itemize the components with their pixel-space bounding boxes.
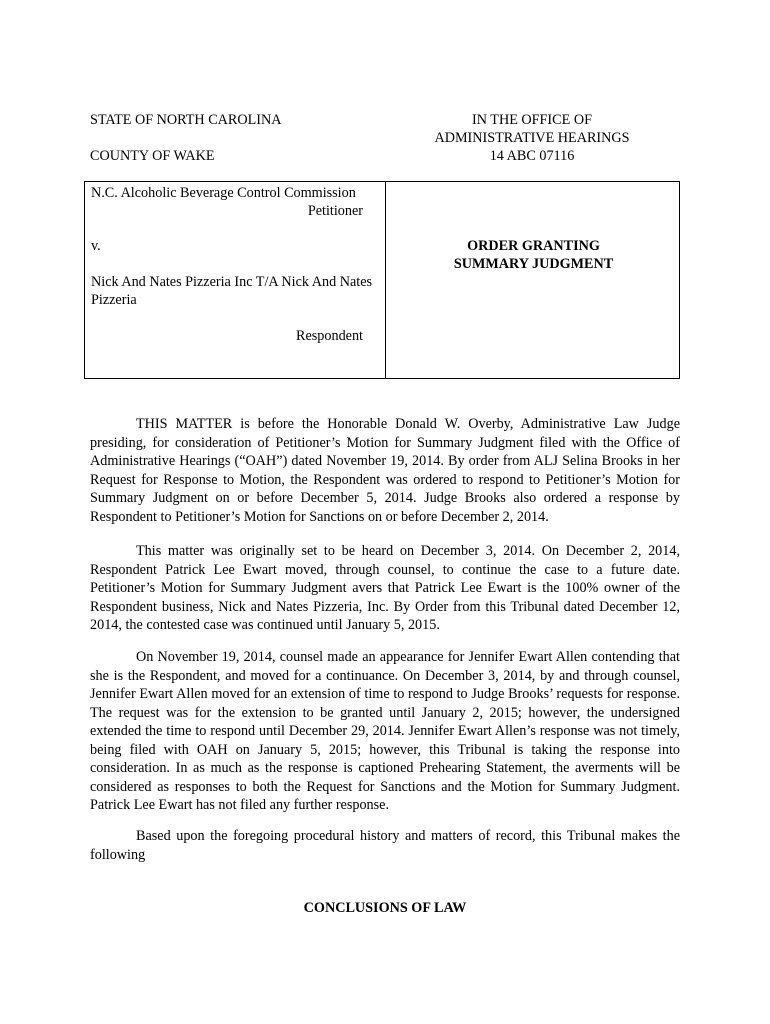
respondent-label: Respondent: [296, 328, 363, 344]
office-heading-line2: ADMINISTRATIVE HEARINGS: [434, 130, 630, 146]
respondent-name: Nick And Nates Pizzeria Inc T/A Nick And Nates Pizzeria: [91, 274, 373, 308]
state-heading: STATE OF NORTH CAROLINA: [90, 112, 282, 128]
petitioner-name: N.C. Alcoholic Beverage Control Commission: [91, 185, 356, 201]
case-number: 14 ABC 07116: [489, 148, 575, 164]
paragraph-3: On November 19, 2014, counsel made an appearance for Jennifer Ewart Allen contending that she is the Respondent, and moved for a continuance. On December 3, 2014, by and through counsel, Jennifer Ewart Allen moved for an extension of time to respond to Judge Brooks’ requests for response. The request was for the extension to be granted until January 2, 2015; however, the undersigned extended the time to respond until December 29, 2014. Jennifer Ewart Allen’s response was not timely, being filed with OAH on January 5, 2015; however, this Tribunal is taking the response into consideration. In as much as the response is captioned Prehearing Statement, the averments will be considered as responses to both the Request for Sanctions and the Motion for Summary Judgment. Patrick Lee Ewart has not filed any further response.: [90, 649, 680, 813]
caption-divider: [385, 182, 386, 378]
case-caption-box: [84, 181, 680, 379]
county-heading: COUNTY OF WAKE: [90, 148, 215, 164]
petitioner-label: Petitioner: [307, 203, 363, 219]
office-heading-line1: IN THE OFFICE OF: [472, 112, 592, 128]
paragraph-1: THIS MATTER is before the Honorable Donald W. Overby, Administrative Law Judge presiding, for consideration of Petitioner’s Motion for Summary Judgment filed with the Office of Administrative Hearings (“OAH”) dated November 19, 2014. By order from ALJ Selina Brooks in her Request for Response to Motion, the Respondent was ordered to respond to Petitioner’s Motion for Summary Judgment on or before December 5, 2014. Judge Brooks also ordered a response by Respondent to Petitioner’s Motion for Sanctions on or before December 2, 2014.: [90, 416, 680, 525]
paragraph-2: This matter was originally set to be heard on December 3, 2014. On December 2, 2014, Respondent Patrick Lee Ewart moved, through counsel, to continue the case to a future date. Petitioner’s Motion for Summary Judgment avers that Patrick Lee Ewart is the 100% owner of the Respondent business, Nick and Nates Pizzeria, Inc. By Order from this Tribunal dated December 12, 2014, the contested case was continued until January 5, 2015.: [90, 543, 680, 633]
order-title-line1: ORDER GRANTING: [467, 238, 600, 254]
paragraph-4: Based upon the foregoing procedural history and matters of record, this Tribunal makes the following: [90, 828, 680, 863]
versus: v.: [91, 238, 101, 254]
order-title-line2: SUMMARY JUDGMENT: [453, 256, 614, 272]
section-heading: CONCLUSIONS OF LAW: [303, 900, 467, 916]
